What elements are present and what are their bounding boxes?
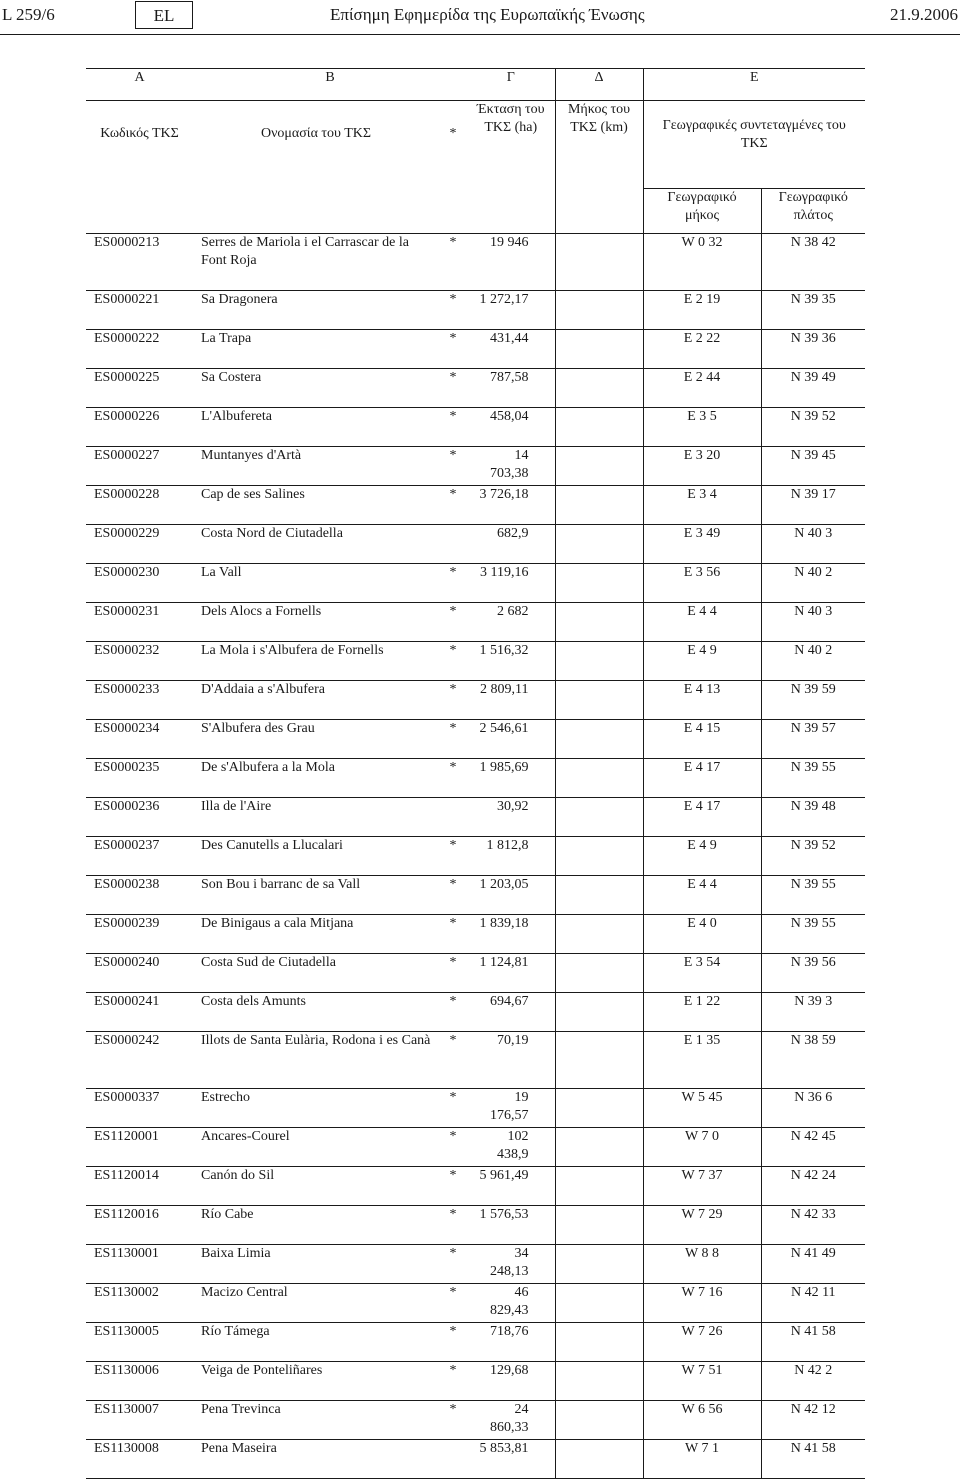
site-latitude: N 36 6: [761, 1089, 865, 1128]
publication-date: 21.9.2006: [890, 5, 958, 24]
site-length: [555, 681, 643, 720]
table-row: [86, 720, 865, 759]
table-row: [86, 954, 865, 993]
site-area: 2 546,61: [467, 720, 555, 759]
table-row: [86, 447, 865, 486]
site-latitude: N 39 36: [761, 330, 865, 369]
site-length: [555, 798, 643, 837]
site-latitude: N 39 59: [761, 681, 865, 720]
site-longitude: W 7 51: [643, 1362, 761, 1401]
site-name: Río Támega: [193, 1323, 439, 1362]
column-letter: A: [86, 69, 193, 101]
priority-star: *: [439, 1362, 467, 1401]
priority-star: *: [439, 720, 467, 759]
site-latitude: N 41 58: [761, 1440, 865, 1479]
header-area: Έκταση του ΤΚΣ (ha): [467, 101, 555, 234]
priority-star: *: [439, 1128, 467, 1167]
site-code: ES0000242: [86, 1032, 193, 1089]
table-row: [86, 642, 865, 681]
site-longitude: W 7 0: [643, 1128, 761, 1167]
site-name: Costa Nord de Ciutadella: [193, 525, 439, 564]
priority-star: *: [439, 837, 467, 876]
table-row: [86, 1089, 865, 1128]
priority-star: *: [439, 1401, 467, 1440]
site-longitude: E 4 17: [643, 759, 761, 798]
table-row: [86, 1401, 865, 1440]
site-length: [555, 1284, 643, 1323]
column-letter: B: [193, 69, 467, 101]
site-longitude: E 4 17: [643, 798, 761, 837]
table-row: [86, 1284, 865, 1323]
table-row: [86, 798, 865, 837]
table-body: [86, 234, 865, 1479]
table-row: [86, 993, 865, 1032]
site-code: ES0000226: [86, 408, 193, 447]
site-name: De Binigaus a cala Mitjana: [193, 915, 439, 954]
site-code: ES0000232: [86, 642, 193, 681]
site-length: [555, 954, 643, 993]
site-area: 5 961,49: [467, 1167, 555, 1206]
column-letter: E: [643, 69, 865, 101]
table-row: [86, 876, 865, 915]
site-area: 694,67: [467, 993, 555, 1032]
table-row: [86, 681, 865, 720]
site-name: Dels Alocs a Fornells: [193, 603, 439, 642]
site-longitude: E 1 22: [643, 993, 761, 1032]
site-latitude: N 39 55: [761, 759, 865, 798]
site-longitude: E 3 54: [643, 954, 761, 993]
priority-star: *: [439, 1167, 467, 1206]
site-area: 431,44: [467, 330, 555, 369]
site-area: 2 809,11: [467, 681, 555, 720]
priority-star: *: [439, 1206, 467, 1245]
priority-star: *: [439, 876, 467, 915]
site-name: Illots de Santa Eulària, Rodona i es Canà: [193, 1032, 439, 1089]
site-latitude: N 38 42: [761, 234, 865, 291]
site-area: 1 576,53: [467, 1206, 555, 1245]
table-row: [86, 486, 865, 525]
site-code: ES1130001: [86, 1245, 193, 1284]
site-code: ES1120001: [86, 1128, 193, 1167]
site-code: ES1130005: [86, 1323, 193, 1362]
priority-star: *: [439, 564, 467, 603]
site-length: [555, 408, 643, 447]
priority-star: *: [439, 486, 467, 525]
site-code: ES1130006: [86, 1362, 193, 1401]
site-area: 1 272,17: [467, 291, 555, 330]
priority-star: *: [439, 1032, 467, 1089]
site-code: ES1120016: [86, 1206, 193, 1245]
site-length: [555, 1167, 643, 1206]
site-area: 1 985,69: [467, 759, 555, 798]
priority-star: [439, 1440, 467, 1479]
site-code: ES0000238: [86, 876, 193, 915]
table-row: [86, 330, 865, 369]
site-length: [555, 759, 643, 798]
priority-star: [439, 525, 467, 564]
site-area: 34 248,13: [467, 1245, 555, 1284]
table-row: [86, 1128, 865, 1167]
site-latitude: N 39 55: [761, 876, 865, 915]
site-latitude: N 42 12: [761, 1401, 865, 1440]
priority-star: *: [439, 954, 467, 993]
table-row: [86, 1032, 865, 1089]
site-longitude: E 3 5: [643, 408, 761, 447]
site-name: Sa Costera: [193, 369, 439, 408]
table-row: [86, 234, 865, 291]
site-latitude: N 39 56: [761, 954, 865, 993]
site-area: 70,19: [467, 1032, 555, 1089]
site-area: 1 203,05: [467, 876, 555, 915]
column-headers-row: [86, 101, 865, 189]
site-length: [555, 447, 643, 486]
priority-star: *: [439, 603, 467, 642]
site-longitude: E 2 22: [643, 330, 761, 369]
site-area: 19 176,57: [467, 1089, 555, 1128]
site-longitude: W 7 29: [643, 1206, 761, 1245]
site-longitude: W 7 37: [643, 1167, 761, 1206]
site-latitude: N 39 55: [761, 915, 865, 954]
priority-star: *: [439, 330, 467, 369]
site-code: ES0000237: [86, 837, 193, 876]
site-latitude: N 41 49: [761, 1245, 865, 1284]
site-latitude: N 42 11: [761, 1284, 865, 1323]
site-name: Costa dels Amunts: [193, 993, 439, 1032]
site-length: [555, 1362, 643, 1401]
site-area: 30,92: [467, 798, 555, 837]
site-longitude: E 4 4: [643, 603, 761, 642]
site-name: Cap de ses Salines: [193, 486, 439, 525]
site-longitude: E 3 20: [643, 447, 761, 486]
priority-star: *: [439, 642, 467, 681]
site-length: [555, 1245, 643, 1284]
priority-star: *: [439, 915, 467, 954]
site-code: ES1130007: [86, 1401, 193, 1440]
site-area: 787,58: [467, 369, 555, 408]
site-code: ES0000229: [86, 525, 193, 564]
site-length: [555, 1323, 643, 1362]
priority-star: *: [439, 1245, 467, 1284]
site-longitude: E 4 4: [643, 876, 761, 915]
journal-title: Επίσημη Εφημερίδα της Ευρωπαϊκής Ένωσης: [330, 5, 645, 24]
table-row: [86, 1206, 865, 1245]
site-name: S'Albufera des Grau: [193, 720, 439, 759]
site-area: 1 124,81: [467, 954, 555, 993]
site-area: 19 946: [467, 234, 555, 291]
table-row: [86, 291, 865, 330]
site-latitude: N 40 2: [761, 564, 865, 603]
site-length: [555, 486, 643, 525]
site-latitude: N 39 17: [761, 486, 865, 525]
site-latitude: N 40 3: [761, 603, 865, 642]
site-longitude: W 7 1: [643, 1440, 761, 1479]
site-area: 129,68: [467, 1362, 555, 1401]
priority-star: *: [439, 291, 467, 330]
priority-star: *: [439, 447, 467, 486]
page-header: [0, 0, 960, 34]
site-longitude: W 7 26: [643, 1323, 761, 1362]
site-name: La Mola i s'Albufera de Fornells: [193, 642, 439, 681]
table-row: [86, 1440, 865, 1479]
site-name: Estrecho: [193, 1089, 439, 1128]
site-length: [555, 525, 643, 564]
site-length: [555, 603, 643, 642]
header-latitude: Γεωγραφικό πλάτος: [761, 189, 865, 234]
sites-table: [86, 68, 865, 1479]
site-length: [555, 234, 643, 291]
table-row: [86, 1245, 865, 1284]
site-length: [555, 1128, 643, 1167]
site-length: [555, 1032, 643, 1089]
site-longitude: E 4 9: [643, 837, 761, 876]
site-code: ES0000213: [86, 234, 193, 291]
site-length: [555, 291, 643, 330]
site-name: Río Cabe: [193, 1206, 439, 1245]
site-length: [555, 369, 643, 408]
priority-star: *: [439, 369, 467, 408]
site-name: Serres de Mariola i el Carrascar de la Font Roja: [193, 234, 439, 291]
priority-star: *: [439, 993, 467, 1032]
priority-star: *: [439, 681, 467, 720]
site-code: ES0000221: [86, 291, 193, 330]
header-code: Κωδικός ΤΚΣ: [86, 101, 193, 234]
column-letter: Δ: [555, 69, 643, 101]
site-length: [555, 1206, 643, 1245]
site-name: Des Canutells a Llucalari: [193, 837, 439, 876]
page-reference: L 259/6: [2, 5, 55, 24]
table-row: [86, 837, 865, 876]
site-area: 682,9: [467, 525, 555, 564]
column-letters-row: [86, 69, 865, 101]
table-row: [86, 564, 865, 603]
site-latitude: N 39 48: [761, 798, 865, 837]
priority-star: *: [439, 408, 467, 447]
site-name: Ancares-Courel: [193, 1128, 439, 1167]
site-code: ES0000235: [86, 759, 193, 798]
site-name: La Trapa: [193, 330, 439, 369]
site-latitude: N 39 52: [761, 408, 865, 447]
table-row: [86, 759, 865, 798]
site-latitude: N 39 3: [761, 993, 865, 1032]
site-longitude: E 4 0: [643, 915, 761, 954]
site-latitude: N 39 57: [761, 720, 865, 759]
header-star: *: [439, 101, 467, 234]
site-name: Pena Trevinca: [193, 1401, 439, 1440]
site-area: 458,04: [467, 408, 555, 447]
priority-star: [439, 798, 467, 837]
site-area: 24 860,33: [467, 1401, 555, 1440]
site-length: [555, 1440, 643, 1479]
site-latitude: N 39 52: [761, 837, 865, 876]
header-rule: [0, 34, 960, 35]
site-longitude: W 0 32: [643, 234, 761, 291]
site-latitude: N 39 45: [761, 447, 865, 486]
priority-star: *: [439, 1323, 467, 1362]
site-length: [555, 720, 643, 759]
site-latitude: N 39 49: [761, 369, 865, 408]
site-length: [555, 1089, 643, 1128]
site-longitude: E 3 4: [643, 486, 761, 525]
site-latitude: N 39 35: [761, 291, 865, 330]
site-name: Son Bou i barranc de sa Vall: [193, 876, 439, 915]
table-row: [86, 603, 865, 642]
site-area: 102 438,9: [467, 1128, 555, 1167]
site-area: 14 703,38: [467, 447, 555, 486]
priority-star: *: [439, 1089, 467, 1128]
site-name: L'Albufereta: [193, 408, 439, 447]
header-longitude: Γεωγραφικό μήκος: [643, 189, 761, 234]
site-longitude: E 1 35: [643, 1032, 761, 1089]
site-area: 3 726,18: [467, 486, 555, 525]
site-name: D'Addaia a s'Albufera: [193, 681, 439, 720]
site-latitude: N 40 2: [761, 642, 865, 681]
site-longitude: E 3 49: [643, 525, 761, 564]
table-row: [86, 1323, 865, 1362]
site-latitude: N 42 24: [761, 1167, 865, 1206]
site-area: 718,76: [467, 1323, 555, 1362]
site-code: ES0000233: [86, 681, 193, 720]
site-longitude: E 4 9: [643, 642, 761, 681]
site-name: Costa Sud de Ciutadella: [193, 954, 439, 993]
site-name: Illa de l'Aire: [193, 798, 439, 837]
site-area: 1 516,32: [467, 642, 555, 681]
site-latitude: N 42 2: [761, 1362, 865, 1401]
site-code: ES0000240: [86, 954, 193, 993]
site-name: Sa Dragonera: [193, 291, 439, 330]
site-longitude: E 2 44: [643, 369, 761, 408]
table-row: [86, 1362, 865, 1401]
priority-star: *: [439, 759, 467, 798]
site-code: ES0000230: [86, 564, 193, 603]
site-name: Muntanyes d'Artà: [193, 447, 439, 486]
priority-star: *: [439, 234, 467, 291]
site-code: ES1120014: [86, 1167, 193, 1206]
site-longitude: E 2 19: [643, 291, 761, 330]
site-length: [555, 330, 643, 369]
site-code: ES0000241: [86, 993, 193, 1032]
column-letter: Γ: [467, 69, 555, 101]
table-row: [86, 1167, 865, 1206]
site-latitude: N 38 59: [761, 1032, 865, 1089]
site-name: Canón do Sil: [193, 1167, 439, 1206]
site-length: [555, 915, 643, 954]
table-row: [86, 408, 865, 447]
site-length: [555, 837, 643, 876]
site-code: ES0000222: [86, 330, 193, 369]
site-latitude: N 42 33: [761, 1206, 865, 1245]
site-area: 3 119,16: [467, 564, 555, 603]
site-latitude: N 41 58: [761, 1323, 865, 1362]
site-longitude: E 4 13: [643, 681, 761, 720]
priority-star: *: [439, 1284, 467, 1323]
header-length: Μήκος του ΤΚΣ (km): [555, 101, 643, 234]
language-box: EL: [135, 1, 193, 29]
site-length: [555, 1401, 643, 1440]
site-area: 5 853,81: [467, 1440, 555, 1479]
site-code: ES1130002: [86, 1284, 193, 1323]
site-code: ES0000337: [86, 1089, 193, 1128]
site-name: La Vall: [193, 564, 439, 603]
site-longitude: W 5 45: [643, 1089, 761, 1128]
site-longitude: W 7 16: [643, 1284, 761, 1323]
table-row: [86, 915, 865, 954]
site-length: [555, 642, 643, 681]
site-code: ES0000239: [86, 915, 193, 954]
site-code: ES0000236: [86, 798, 193, 837]
site-code: ES0000228: [86, 486, 193, 525]
site-longitude: W 6 56: [643, 1401, 761, 1440]
site-name: De s'Albufera a la Mola: [193, 759, 439, 798]
site-code: ES0000234: [86, 720, 193, 759]
site-area: 46 829,43: [467, 1284, 555, 1323]
site-area: 1 839,18: [467, 915, 555, 954]
site-code: ES0000231: [86, 603, 193, 642]
site-longitude: E 3 56: [643, 564, 761, 603]
site-length: [555, 993, 643, 1032]
site-longitude: W 8 8: [643, 1245, 761, 1284]
site-length: [555, 564, 643, 603]
header-name: Ονομασία του ΤΚΣ: [193, 101, 439, 234]
table-row: [86, 525, 865, 564]
site-latitude: N 40 3: [761, 525, 865, 564]
site-name: Pena Maseira: [193, 1440, 439, 1479]
site-latitude: N 42 45: [761, 1128, 865, 1167]
table-row: [86, 369, 865, 408]
site-area: 1 812,8: [467, 837, 555, 876]
site-area: 2 682: [467, 603, 555, 642]
site-code: ES0000225: [86, 369, 193, 408]
site-code: ES1130008: [86, 1440, 193, 1479]
site-name: Baixa Limia: [193, 1245, 439, 1284]
header-coords: Γεωγραφικές συντεταγμένες του ΤΚΣ: [643, 101, 865, 189]
site-code: ES0000227: [86, 447, 193, 486]
site-name: Macizo Central: [193, 1284, 439, 1323]
site-name: Veiga de Ponteliñares: [193, 1362, 439, 1401]
site-longitude: E 4 15: [643, 720, 761, 759]
site-length: [555, 876, 643, 915]
